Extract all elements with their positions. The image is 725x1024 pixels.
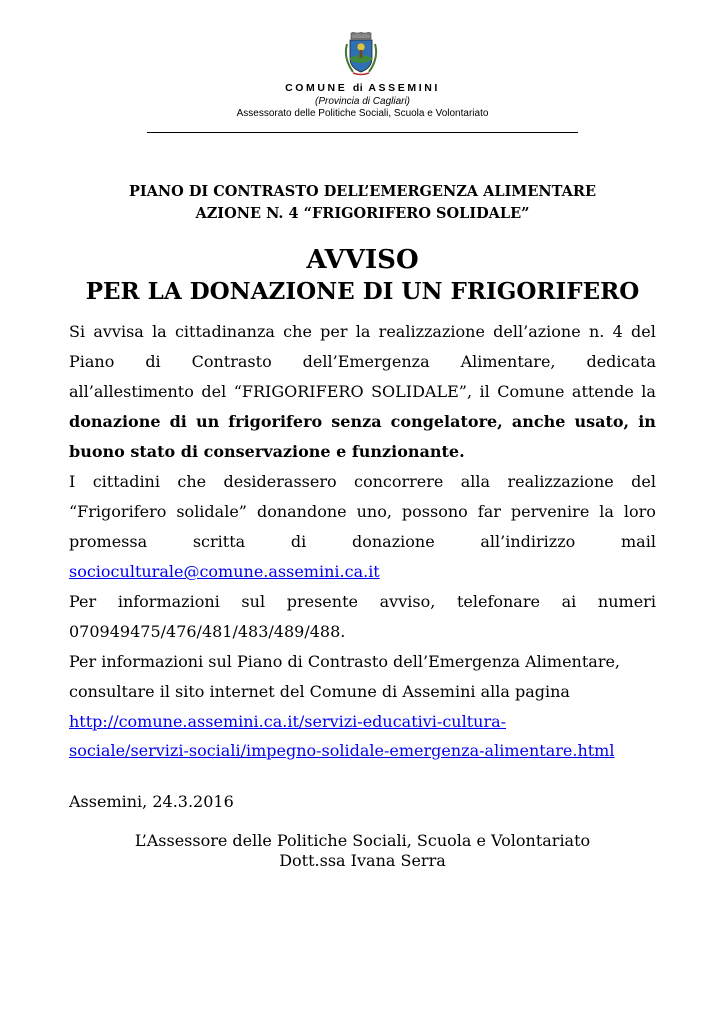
body-line xyxy=(69,352,656,371)
word: SOLIDALE”, xyxy=(371,382,473,401)
word: Per xyxy=(69,592,97,611)
word: I xyxy=(69,472,76,491)
word: che xyxy=(177,472,207,491)
body-line xyxy=(69,322,656,341)
word: attende xyxy=(571,382,634,401)
word: Alimentare, xyxy=(460,352,556,371)
department-label: Assessorato delle Politiche Sociali, Scuola e Volontariato xyxy=(236,108,489,119)
word: ai xyxy=(561,592,577,611)
body-line xyxy=(69,592,656,611)
word: desiderassero xyxy=(223,472,337,491)
word: Piano xyxy=(69,352,115,371)
word: “Frigorifero xyxy=(69,502,167,521)
word: il xyxy=(479,382,490,401)
body-line-bold: buono stato di conservazione e funzionante. xyxy=(69,442,465,461)
body-line-bold xyxy=(69,412,656,431)
word: presente xyxy=(286,592,358,611)
word: avvisa xyxy=(93,322,144,341)
word: senza xyxy=(331,412,382,431)
word: donazione xyxy=(69,412,161,431)
word: uno, xyxy=(356,502,392,521)
word: del xyxy=(631,322,656,341)
date-line: Assemini, 24.3.2016 xyxy=(69,792,234,811)
email-link[interactable]: socioculturale@comune.assemini.ca.it xyxy=(69,562,380,581)
word: cittadinanza xyxy=(174,322,275,341)
word: numeri xyxy=(597,592,656,611)
word: per xyxy=(320,322,348,341)
word: che xyxy=(283,322,312,341)
word: dedicata xyxy=(586,352,656,371)
body-line xyxy=(69,382,656,401)
province-label: (Provincia di Cagliari) xyxy=(314,96,411,107)
word: dell’azione xyxy=(493,322,581,341)
word: scritta xyxy=(192,532,246,551)
word: sul xyxy=(241,592,266,611)
word: del xyxy=(201,382,227,401)
word: Comune xyxy=(497,382,565,401)
word: congelatore, xyxy=(390,412,503,431)
word: del xyxy=(631,472,656,491)
word: avviso, xyxy=(379,592,436,611)
word: informazioni xyxy=(117,592,220,611)
header-divider xyxy=(147,132,578,133)
body-line xyxy=(69,472,656,491)
word: far xyxy=(477,502,501,521)
signatory-role: L’Assessore delle Politiche Sociali, Scuola e Volontariato xyxy=(134,831,591,850)
word: donandone xyxy=(256,502,347,521)
notice-title: AVVISO xyxy=(306,245,419,275)
word: all’indirizzo xyxy=(480,532,576,551)
municipality-name: COMUNE di ASSEMINI xyxy=(285,82,440,94)
word: di xyxy=(145,352,161,371)
word: loro xyxy=(623,502,656,521)
word: possono xyxy=(401,502,468,521)
body-line: Per informazioni sul Piano di Contrasto dell’Emergenza Alimentare, xyxy=(69,652,621,671)
word: la xyxy=(152,322,167,341)
word: promessa xyxy=(69,532,148,551)
word: frigorifero xyxy=(228,412,323,431)
word: anche xyxy=(511,412,566,431)
word: usato, xyxy=(574,412,630,431)
notice-subtitle: PER LA DONAZIONE DI UN FRIGORIFERO xyxy=(85,278,640,305)
word: di xyxy=(169,412,187,431)
word: n. xyxy=(588,322,605,341)
word: all’allestimento xyxy=(69,382,194,401)
plan-title: PIANO DI CONTRASTO DELL’EMERGENZA ALIMENTARE xyxy=(128,183,597,200)
word: realizzazione xyxy=(507,472,614,491)
word: di xyxy=(290,532,307,551)
word: concorrere xyxy=(354,472,444,491)
website-link[interactable]: sociale/servizi-sociali/impegno-solidale-emergenza-alimentare.html xyxy=(69,741,615,760)
website-link[interactable]: http://comune.assemini.ca.it/servizi-educativi-cultura- xyxy=(69,712,507,731)
word: telefonare xyxy=(456,592,540,611)
word: 4 xyxy=(612,322,623,341)
word: cittadini xyxy=(92,472,160,491)
phone-numbers: 070949475/476/481/483/489/488. xyxy=(69,622,346,641)
word: “FRIGORIFERO xyxy=(233,382,364,401)
word: realizzazione xyxy=(378,322,485,341)
municipal-crest-icon xyxy=(343,32,379,76)
word: dell’Emergenza xyxy=(302,352,430,371)
word: Contrasto xyxy=(191,352,272,371)
action-title: AZIONE N. 4 “FRIGORIFERO SOLIDALE” xyxy=(195,205,530,222)
word: Si xyxy=(69,322,86,341)
word: mail xyxy=(621,532,656,551)
word: pervenire xyxy=(510,502,590,521)
word: donazione xyxy=(351,532,435,551)
word: in xyxy=(638,412,656,431)
body-line xyxy=(69,502,656,521)
signatory-name: Dott.ssa Ivana Serra xyxy=(279,851,446,870)
word: alla xyxy=(460,472,491,491)
word: la xyxy=(599,502,614,521)
word: solidale” xyxy=(176,502,247,521)
body-line: consultare il sito internet del Comune di Assemini alla pagina xyxy=(69,682,570,701)
body-line xyxy=(69,532,656,551)
word: la xyxy=(641,382,656,401)
word: un xyxy=(195,412,220,431)
word: la xyxy=(355,322,371,341)
